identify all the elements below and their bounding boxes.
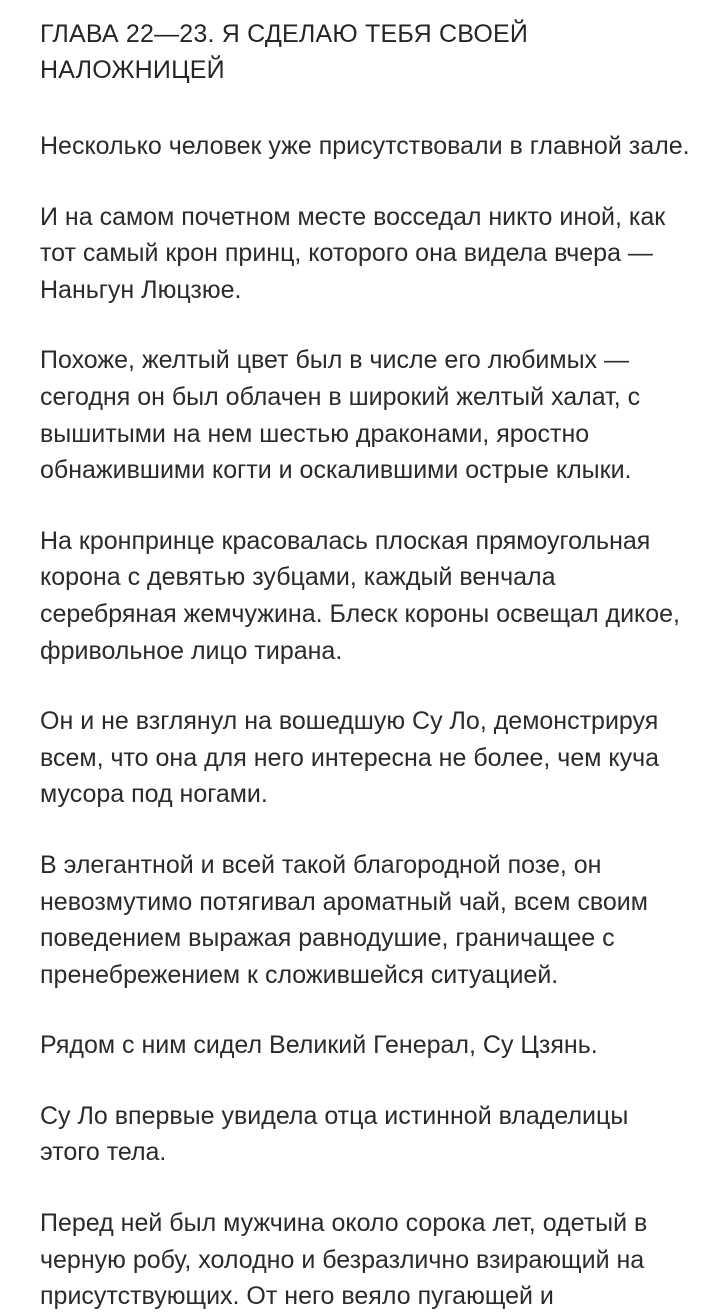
paragraph: И на самом почетном месте восседал никто иной, как тот самый крон принц, которого она видела вчера — Наньгун Люцзюе. [40,202,666,304]
paragraph: Он и не взглянул на вошедшую Су Ло, демонстрируя всем, что она для него интересна не более, чем куча мусора под ногами. [40,707,660,809]
chapter-title: ГЛАВА 22—23. Я СДЕЛАЮ ТЕБЯ СВОЕЙ НАЛОЖНИЦЕЙ [40,20,529,84]
paragraph: В элегантной и всей такой благородной позе, он невозмутимо потягивал ароматный чай, всем своим поведением выражая равнодушие, граничащее с пренебрежением к сложившейся ситуацией. [40,850,648,989]
paragraph: Несколько человек уже присутствовали в главной зале. [40,132,690,160]
paragraph: Рядом с ним сидел Великий Генерал, Су Цзянь. [40,1031,598,1060]
paragraph: Похоже, желтый цвет был в числе его любимых — сегодня он был облачен в широкий желтый халат, с вышитыми на нем шестью драконами, яростно обнажившими когти и оскалившими острые клыки. [40,346,641,485]
paragraph: Перед ней был мужчина около сорока лет, одетый в черную робу, холодно и безразлично взирающий на присутствующих. От него веяло пугающей и [40,1209,648,1311]
paragraph: Су Ло впервые увидела отца истинной владелицы этого тела. [40,1101,629,1167]
chapter-body [40,128,692,1315]
paragraph: На кронпринце красовалась плоская прямоугольная корона с девятью зубцами, каждый венчала серебряная жемчужина. Блеск короны освещал дикое, фривольное лицо тирана. [40,526,681,665]
